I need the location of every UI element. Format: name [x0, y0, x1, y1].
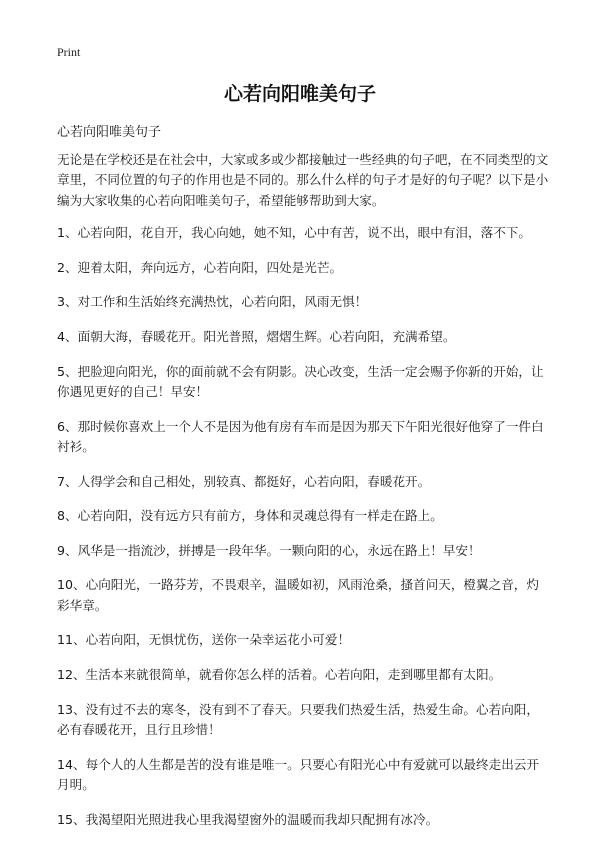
list-item: 1、心若向阳，花自开，我心向她，她不知，心中有苦，说不出，眼中有泪，落不下。	[57, 225, 531, 241]
document-subtitle: 心若向阳唯美句子	[57, 125, 162, 140]
list-item: 5、把脸迎向阳光，你的面前就不会有阴影。决心改变，生活一定会赐予你新的开始，让你遇见更好的自己！早安！	[57, 363, 544, 399]
list-item: 11、心若向阳，无惧忧伤，送你一朵幸运花小可爱！	[57, 632, 351, 648]
intro-paragraph: 无论是在学校还是在社会中，大家或多或少都接触过一些经典的句子吧，在不同类型的文章里，不同位置的句子的作用也是不同的。那么什么样的句子才是好的句子呢？以下是小编为大家收集的心若向阳唯美句子，希望能够帮助到大家。	[57, 152, 549, 208]
document-body	[57, 150, 551, 844]
list-item: 6、那时候你喜欢上一个人不是因为他有房有车而是因为那天下午阳光很好他穿了一件白衬衫。	[57, 418, 544, 454]
list-item: 2、迎着太阳，奔向远方，心若向阳，四处是光芒。	[57, 259, 343, 275]
list-item: 13、没有过不去的寒冬，没有到不了春天。只要我们热爱生活，热爱生命。心若向阳，必有春暖花开，且行且珍惜！	[57, 701, 539, 737]
print-link[interactable]: Print	[57, 45, 81, 59]
list-item: 14、每个人的人生都是苦的没有谁是唯一。只要心有阳光心中有爱就可以最终走出云开月明。	[57, 756, 539, 792]
list-item: 9、风华是一指流沙，拼搏是一段年华。一颗向阳的心，永远在路上！早安！	[57, 542, 481, 558]
list-item: 3、对工作和生活始终充满热忱，心若向阳，风雨无惧！	[57, 294, 368, 310]
list-item: 12、生活本来就很简单，就看你怎么样的活着。心若向阳，走到哪里都有太阳。	[57, 666, 502, 682]
list-item: 15、我渴望阳光照进我心里我渴望窗外的温暖而我却只配拥有冰冷。	[57, 811, 439, 827]
document-title: 心若向阳唯美句子	[223, 83, 376, 105]
list-item: 4、面朝大海，春暖花开。阳光普照，熠熠生辉。心若向阳，充满希望。	[57, 329, 456, 344]
list-item: 8、心若向阳，没有远方只有前方，身体和灵魂总得有一样走在路上。	[57, 508, 443, 524]
list-item: 7、人得学会和自己相处，别较真、都挺好，心若向阳，春暖花开。	[57, 473, 431, 489]
list-item: 10、心向阳光，一路芬芳，不畏艰辛，温暖如初，风雨沧桑，搔首问天，橙翼之音，灼彩华章。	[57, 577, 539, 613]
